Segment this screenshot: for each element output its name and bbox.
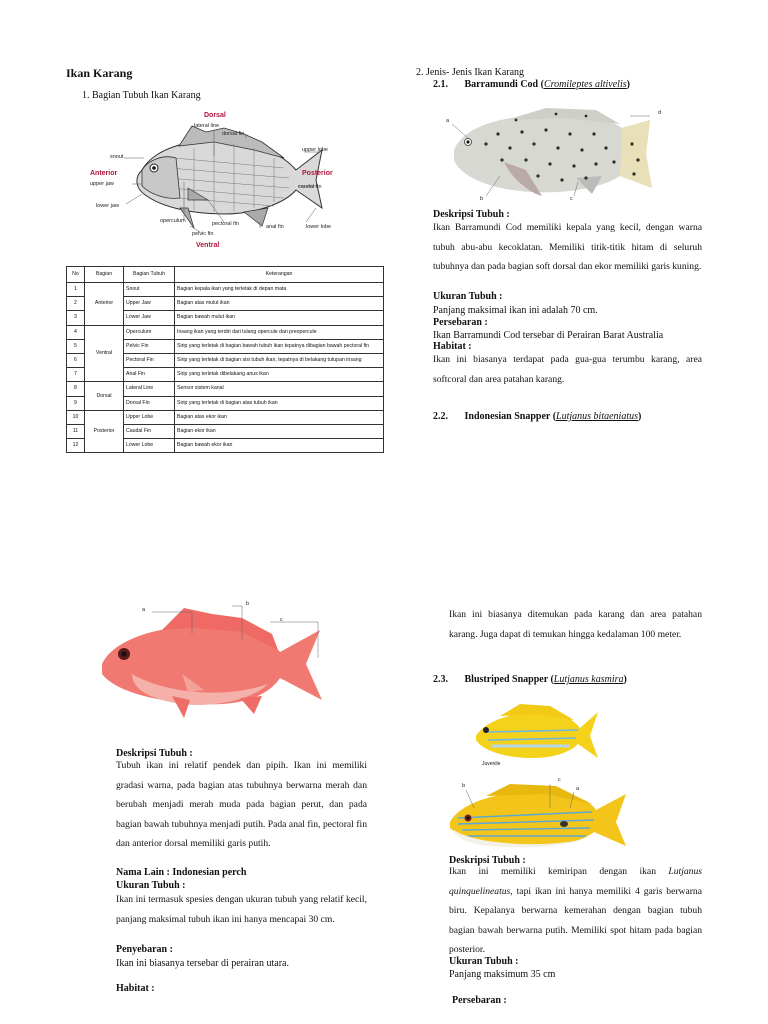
cell-no: 3 [67,311,85,325]
section-2-3-heading [433,673,627,686]
cell-group-ventral: Ventral [85,325,124,382]
table-header-row [67,267,384,283]
cell-part: Lower Lobe [124,439,175,453]
habitat-2-text: Ikan ini biasanya ditemukan pada karang dan area patahan karang. Juga dapat di temukan hingga kedalaman 100 meter. [449,609,702,640]
barramundi-cod-image [446,104,670,204]
label-snout: snout [110,154,124,160]
label-caudal-fin: caudal fin [298,184,322,190]
label-a: a [576,786,580,792]
label-upper-jaw: upper jaw [90,181,114,187]
label-c: c [558,777,561,783]
cell-part: Anal Fin [124,368,175,382]
juvenile-caption: Juvenile [482,761,501,767]
cell-no: 8 [67,382,85,396]
cell-desc: Sirip yang terletak di bagian sisi tubuh ikan, tepatnya di belakang tutupan insang [175,353,384,367]
label-operculum: operculum [160,218,186,224]
cell-desc: Insang ikan yang terdiri dari tulang opercule dan preopercule [175,325,384,339]
label-dorsal: Dorsal [204,112,226,119]
persebaran-label: Persebaran : [433,317,488,328]
species-latin: Cromileptes altivelis [543,79,627,90]
habitat-label: Habitat : [116,983,155,994]
cell-group-anterior: Anterior [85,283,124,326]
paren-close: ) [626,79,630,90]
nama-lain: Nama Lain : Indonesian perch [116,867,247,878]
section-2-2-heading [433,410,641,423]
table-row [67,382,384,396]
ukuran-2-label: Ukuran Tubuh : [449,956,519,967]
penyebaran-text: Ikan ini biasanya tersebar di perairan utara. [116,958,289,969]
juvenile-snapper-image [470,702,602,774]
deskripsi-2-latin: Lutjanus quinquelineatus [449,866,702,897]
species-name: Barramundi Cod ( [464,79,544,90]
section-1-heading: 1. Bagian Tubuh Ikan Karang [82,90,201,101]
deskripsi-text: Tubuh ikan ini relatif pendek dan pipih. Ikan ini memiliki gradasi warna, pada bagian atas tubuhnya berwarna merah dan berubah menjadi merah muda pada bagian perut, dan pada bagian bawah tubuhnya menjadi putih. Pada anal fin, pectoral fin dan anterior dorsal memiliki garis putih. [116,760,367,849]
cell-desc: Bagian kepala ikan yang terletak di depan mata [175,283,384,297]
cell-group-posterior: Posterior [85,410,124,453]
section-number: 2.3. [433,674,448,685]
persebaran-2-label: Persebaran : [452,995,507,1006]
cell-part: Lower Jaw [124,311,175,325]
cell-part: Operculum [124,325,175,339]
cell-group-dorsal: Dorsal [85,382,124,410]
section-2-1-heading [433,78,630,91]
cell-no: 6 [67,353,85,367]
ukuran-label: Ukuran Tubuh : [116,880,186,891]
cell-no: 9 [67,396,85,410]
red-fish-illustration [92,604,332,724]
cell-desc: Sirip yang terletak dibelakang anus ikan [175,368,384,382]
label-upper-lobe: upper lobe [302,147,328,153]
label-c: c [280,617,283,623]
ukuran-text: Panjang maksimal ikan ini adalah 70 cm. [433,305,598,316]
deskripsi-2-pre: Ikan ini memiliki kemiripan dengan ikan [449,866,669,877]
label-anterior: Anterior [90,170,118,177]
ukuran-label: Ukuran Tubuh : [433,291,503,302]
deskripsi-2-post: , tapi ikan ini hanya memiliki 4 garis berwarna biru. Kepalanya berwarna kemerahan dengan bagian tubuh bagian bawah berwarna putih. Memiliki spot hitam pada bagian posterior. [449,885,702,955]
label-lower-jaw: lower jaw [96,203,119,209]
spotted-fish-illustration [446,104,670,204]
deskripsi-2-text [449,862,702,960]
label-b: b [246,601,250,607]
header-bagian: Bagian [85,267,124,283]
cell-no: 1 [67,283,85,297]
cell-part: Dorsal Fin [124,396,175,410]
cell-no: 2 [67,297,85,311]
table-row [67,283,384,297]
cell-desc: Bagian atas ekor ikan [175,410,384,424]
deskripsi-text: Ikan Barramundi Cod memiliki kepala yang kecil, dengan warna tubuh abu-abu kecoklatan. Memiliki titik-titik hitam di seluruh tubuhnya dan pada bagian soft dorsal dan ekor memiliki garis kuning. [433,222,702,272]
habitat-text: Ikan ini biasanya terdapat pada gua-gua terumbu karang, area softcoral dan area patahan karang. [433,354,702,385]
label-c: c [570,196,573,202]
species-name: Indonesian Snapper ( [464,411,557,422]
fish-anatomy-diagram [84,108,334,256]
cell-no: 10 [67,410,85,424]
cell-no: 7 [67,368,85,382]
paren-close: ) [637,411,642,422]
cell-part: Upper Jaw [124,297,175,311]
yellow-juvenile-fish-illustration [470,702,602,764]
species-latin: Lutjanus bitaeniatus [556,411,638,422]
cell-no: 11 [67,424,85,438]
cell-no: 4 [67,325,85,339]
cell-no: 12 [67,439,85,453]
cell-part: Snout [124,283,175,297]
cell-part: Caudal Fin [124,424,175,438]
cell-desc: Bagian bawah ekor ikan [175,439,384,453]
label-lateral-line: lateral line [194,123,220,129]
cell-desc: Bagian bawah mulut ikan [175,311,384,325]
deskripsi-label: Deskripsi Tubuh : [433,209,510,220]
species-name: Blustriped Snapper ( [464,674,554,685]
label-dorsal-fin: dorsal fin [222,131,245,137]
indonesian-snapper-image [92,601,332,724]
penyebaran-label: Penyebaran : [116,944,173,955]
label-a: a [142,607,146,613]
section-number: 2.1. [433,79,448,90]
paren-close: ) [623,674,627,685]
cell-desc: Sensor sistem kanal [175,382,384,396]
label-a: a [446,118,450,124]
fish-parts-table [66,266,384,453]
adult-snapper-image [446,778,630,850]
ukuran-2-text: Panjang maksimum 35 cm [449,969,556,980]
cell-no: 5 [67,339,85,353]
cell-desc: Bagian atas mulut ikan [175,297,384,311]
cell-part: Pelvic Fin [124,339,175,353]
table-row [67,410,384,424]
header-keterangan: Keterangan [175,267,384,283]
habitat-label: Habitat : [433,341,472,352]
label-d: d [658,110,662,116]
label-pectoral-fin: pectoral fin [212,221,239,227]
deskripsi-label: Deskripsi Tubuh : [116,748,193,759]
cell-desc: Sirip yang terletak di bagian atas tubuh ikan [175,396,384,410]
cell-desc: Bagian ekor ikan [175,424,384,438]
ukuran-text: Ikan ini termasuk spesies dengan ukuran tubuh yang relatif kecil, panjang maksimal tubuh ikan ini hanya mencapai 30 cm. [116,894,367,925]
species-latin: Lutjanus kasmira [553,674,624,685]
cell-part: Lateral Line [124,382,175,396]
label-anal-fin: anal fin [266,224,284,230]
yellow-adult-fish-illustration [446,778,630,850]
page-title: Ikan Karang [66,66,133,80]
label-pelvic-fin: pelvic fin [192,231,214,237]
label-posterior: Posterior [302,170,333,177]
cell-part: Upper Lobe [124,410,175,424]
persebaran-text: Ikan Barramundi Cod tersebar di Perairan Barat Australia [433,330,664,341]
header-bagian-tubuh: Bagian Tubuh [124,267,175,283]
cell-part: Pectoral Fin [124,353,175,367]
label-ventral: Ventral [196,242,220,249]
section-number: 2.2. [433,411,448,422]
label-b: b [480,196,484,202]
label-lower-lobe: lower lobe [306,224,332,230]
section-2-heading: 2. Jenis- Jenis Ikan Karang [416,67,525,78]
deskripsi-2-label: Deskripsi Tubuh : [449,855,526,866]
cell-desc: Sirip yang terletak di bagian bawah tubuh ikan tepatnya dibagian bawah pectoral fin [175,339,384,353]
table-row [67,325,384,339]
header-no: No [67,267,85,283]
label-b: b [462,783,466,789]
